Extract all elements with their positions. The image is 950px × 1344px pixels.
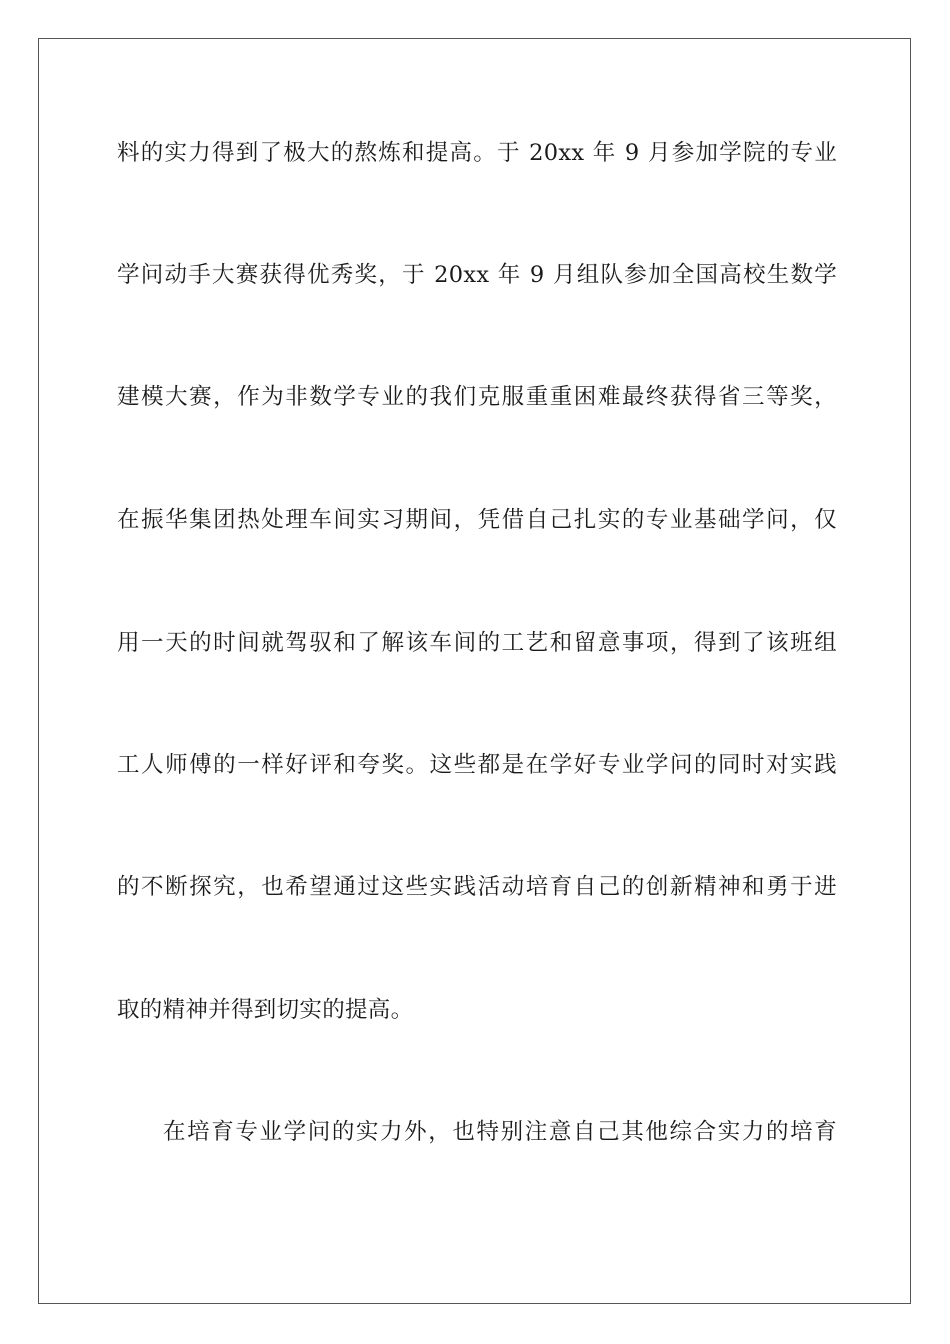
- text-line-1: 料的实力得到了极大的熬炼和提高。于 20xx 年 9 月参加学院的专业: [117, 140, 837, 166]
- text-line-6: 工人师傅的一样好评和夸奖。这些都是在学好专业学问的同时对实践: [117, 752, 837, 778]
- text-line-7: 的不断探究，也希望通过这些实践活动培育自己的创新精神和勇于进: [117, 874, 837, 900]
- paragraph-start-line: 在培育专业学问的实力外，也特别注意自己其他综合实力的培育: [163, 1119, 837, 1145]
- text-line-8: 取的精神并得到切实的提高。: [117, 997, 414, 1023]
- text-line-4: 在振华集团热处理车间实习期间，凭借自己扎实的专业基础学问，仅: [117, 507, 837, 533]
- text-line-5: 用一天的时间就驾驭和了解该车间的工艺和留意事项，得到了该班组: [117, 630, 837, 656]
- text-line-3: 建模大赛，作为非数学专业的我们克服重重困难最终获得省三等奖，: [117, 384, 837, 410]
- text-line-2: 学问动手大赛获得优秀奖，于 20xx 年 9 月组队参加全国高校生数学: [117, 262, 837, 288]
- page-border: [38, 38, 911, 1304]
